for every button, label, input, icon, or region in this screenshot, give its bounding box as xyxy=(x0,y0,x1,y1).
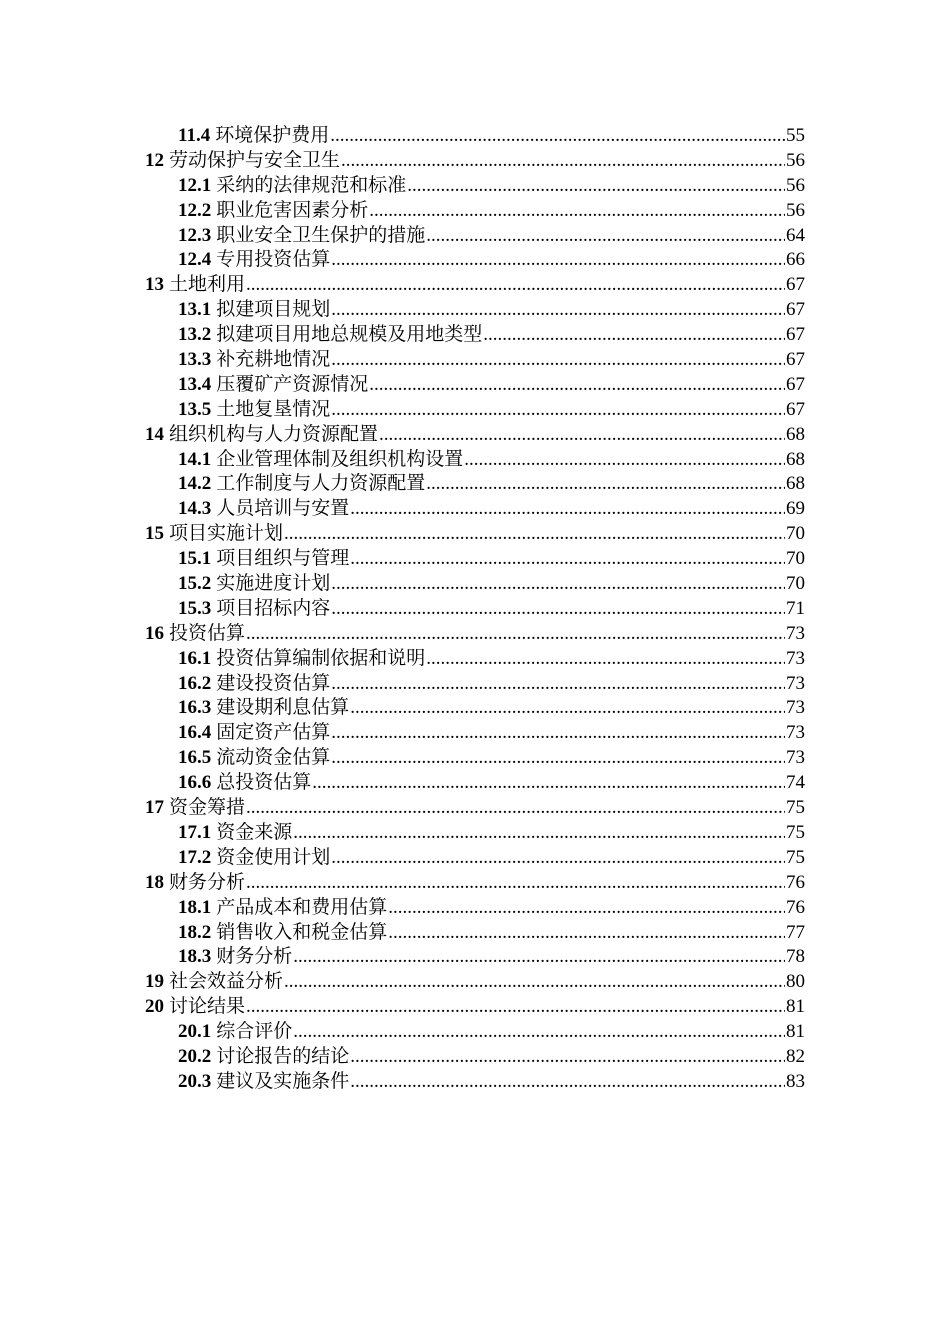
toc-entry-number: 18.2 xyxy=(178,921,212,943)
toc-entry-number: 12.3 xyxy=(178,224,212,246)
toc-entry-title: 劳动保护与安全卫生 xyxy=(169,149,341,171)
toc-dot-leader xyxy=(331,846,785,871)
toc-page-number: 73 xyxy=(786,722,805,744)
toc-section-entry[interactable] xyxy=(145,821,805,846)
toc-dot-leader xyxy=(331,597,785,622)
toc-section-entry[interactable] xyxy=(145,647,805,672)
toc-chapter-entry[interactable] xyxy=(145,149,805,174)
toc-section-entry[interactable] xyxy=(145,124,805,149)
toc-entry-number: 16.5 xyxy=(178,747,212,769)
toc-page-number: 67 xyxy=(786,373,805,395)
toc-entry-title: 土地复垦情况 xyxy=(216,398,331,420)
toc-dot-leader xyxy=(293,945,785,970)
toc-entry-title: 总投资估算 xyxy=(216,772,312,794)
toc-entry-number: 13.3 xyxy=(178,349,212,371)
toc-section-entry[interactable] xyxy=(145,348,805,373)
toc-dot-leader xyxy=(246,995,785,1020)
toc-page-number: 76 xyxy=(786,871,805,893)
toc-section-entry[interactable] xyxy=(145,547,805,572)
toc-entry-title: 建议及实施条件 xyxy=(216,1070,350,1092)
toc-dot-leader xyxy=(331,398,785,423)
toc-dot-leader xyxy=(350,696,785,721)
toc-page-number: 56 xyxy=(786,174,805,196)
toc-dot-leader xyxy=(426,472,785,497)
toc-entry-title: 资金筹措 xyxy=(169,797,246,819)
toc-page-number: 76 xyxy=(786,896,805,918)
toc-page-number: 77 xyxy=(786,921,805,943)
toc-entry-title: 固定资产估算 xyxy=(216,722,331,744)
toc-page-number: 66 xyxy=(786,249,805,271)
toc-dot-leader xyxy=(341,149,785,174)
toc-chapter-entry[interactable] xyxy=(145,622,805,647)
toc-entry-title: 财务分析 xyxy=(169,871,246,893)
toc-page-number: 75 xyxy=(786,821,805,843)
toc-section-entry[interactable] xyxy=(145,224,805,249)
toc-page-number: 68 xyxy=(786,423,805,445)
toc-entry-number: 14.1 xyxy=(178,448,212,470)
toc-entry-number: 16.6 xyxy=(178,772,212,794)
toc-entry-title: 专用投资估算 xyxy=(216,249,331,271)
toc-entry-number: 16.3 xyxy=(178,697,212,719)
toc-dot-leader xyxy=(369,199,785,224)
toc-page-number: 75 xyxy=(786,797,805,819)
toc-section-entry[interactable] xyxy=(145,921,805,946)
toc-page-number: 56 xyxy=(786,149,805,171)
toc-entry-title: 采纳的法律规范和标准 xyxy=(216,174,407,196)
toc-section-entry[interactable] xyxy=(145,448,805,473)
toc-dot-leader xyxy=(464,448,785,473)
toc-entry-title: 销售收入和税金估算 xyxy=(216,921,388,943)
toc-entry-title: 人员培训与安置 xyxy=(216,498,350,520)
toc-entry-title: 项目组织与管理 xyxy=(216,548,350,570)
toc-dot-leader xyxy=(331,746,785,771)
toc-entry-number: 14.3 xyxy=(178,498,212,520)
toc-entry-title: 财务分析 xyxy=(216,946,293,968)
toc-section-entry[interactable] xyxy=(145,572,805,597)
toc-dot-leader xyxy=(331,298,785,323)
toc-dot-leader xyxy=(331,248,785,273)
toc-entry-number: 12.2 xyxy=(178,199,212,221)
toc-page-number: 68 xyxy=(786,448,805,470)
toc-entry-title: 资金来源 xyxy=(216,821,293,843)
toc-entry-title: 投资估算编制依据和说明 xyxy=(216,647,426,669)
toc-page-number: 74 xyxy=(786,772,805,794)
toc-entry-number: 15 xyxy=(145,523,164,545)
toc-chapter-entry[interactable] xyxy=(145,970,805,995)
toc-section-entry[interactable] xyxy=(145,248,805,273)
toc-page-number: 69 xyxy=(786,498,805,520)
toc-entry-title: 拟建项目规划 xyxy=(216,299,331,321)
toc-entry-number: 19 xyxy=(145,971,164,993)
toc-entry-title: 投资估算 xyxy=(169,622,246,644)
toc-entry-number: 18.3 xyxy=(178,946,212,968)
toc-entry-title: 讨论结果 xyxy=(169,996,246,1018)
toc-dot-leader xyxy=(426,647,785,672)
toc-section-entry[interactable] xyxy=(145,721,805,746)
toc-section-entry[interactable] xyxy=(145,174,805,199)
toc-entry-title: 组织机构与人力资源配置 xyxy=(169,423,379,445)
toc-section-entry[interactable] xyxy=(145,696,805,721)
toc-dot-leader xyxy=(426,224,785,249)
toc-page-number: 70 xyxy=(786,548,805,570)
toc-entry-number: 13.1 xyxy=(178,299,212,321)
toc-entry-number: 16.4 xyxy=(178,722,212,744)
toc-entry-title: 建设期利息估算 xyxy=(216,697,350,719)
toc-chapter-entry[interactable] xyxy=(145,796,805,821)
toc-dot-leader xyxy=(246,273,785,298)
toc-page-number: 75 xyxy=(786,846,805,868)
toc-page-number: 67 xyxy=(786,299,805,321)
toc-entry-number: 20.3 xyxy=(178,1070,212,1092)
toc-section-entry[interactable] xyxy=(145,597,805,622)
toc-page-number: 81 xyxy=(786,1021,805,1043)
toc-dot-leader xyxy=(379,423,785,448)
toc-dot-leader xyxy=(350,497,785,522)
toc-entry-title: 产品成本和费用估算 xyxy=(216,896,388,918)
toc-section-entry[interactable] xyxy=(145,945,805,970)
toc-entry-number: 15.3 xyxy=(178,597,212,619)
toc-dot-leader xyxy=(388,921,785,946)
toc-entry-title: 综合评价 xyxy=(216,1021,293,1043)
toc-section-entry[interactable] xyxy=(145,199,805,224)
toc-chapter-entry[interactable] xyxy=(145,995,805,1020)
toc-section-entry[interactable] xyxy=(145,672,805,697)
toc-page-number: 70 xyxy=(786,523,805,545)
toc-page-number: 73 xyxy=(786,747,805,769)
toc-entry-title: 讨论报告的结论 xyxy=(216,1045,350,1067)
toc-section-entry[interactable] xyxy=(145,323,805,348)
toc-section-entry[interactable] xyxy=(145,472,805,497)
toc-page-number: 67 xyxy=(786,398,805,420)
toc-page-number: 73 xyxy=(786,622,805,644)
toc-dot-leader xyxy=(350,1045,785,1070)
toc-chapter-entry[interactable] xyxy=(145,423,805,448)
toc-entry-number: 13.5 xyxy=(178,398,212,420)
toc-section-entry[interactable] xyxy=(145,896,805,921)
toc-entry-number: 16 xyxy=(145,622,164,644)
toc-entry-title: 社会效益分析 xyxy=(169,971,284,993)
toc-entry-title: 实施进度计划 xyxy=(216,573,331,595)
toc-dot-leader xyxy=(284,970,785,995)
toc-section-entry[interactable] xyxy=(145,746,805,771)
toc-entry-number: 13.4 xyxy=(178,373,212,395)
toc-chapter-entry[interactable] xyxy=(145,273,805,298)
toc-entry-number: 16.1 xyxy=(178,647,212,669)
toc-entry-number: 17.2 xyxy=(178,846,212,868)
toc-entry-title: 项目实施计划 xyxy=(169,523,284,545)
toc-dot-leader xyxy=(331,672,785,697)
toc-dot-leader xyxy=(293,1020,785,1045)
toc-page-number: 71 xyxy=(786,597,805,619)
toc-entry-number: 12.4 xyxy=(178,249,212,271)
toc-entry-number: 20.2 xyxy=(178,1045,212,1067)
toc-dot-leader xyxy=(331,721,785,746)
toc-entry-number: 11.4 xyxy=(178,125,211,146)
toc-entry-title: 职业安全卫生保护的措施 xyxy=(216,224,426,246)
toc-dot-leader xyxy=(246,622,785,647)
toc-dot-leader xyxy=(483,323,785,348)
toc-entry-title: 流动资金估算 xyxy=(216,747,331,769)
toc-dot-leader xyxy=(369,373,785,398)
toc-entry-number: 20 xyxy=(145,996,164,1018)
toc-page-number: 73 xyxy=(786,672,805,694)
toc-page-number: 64 xyxy=(786,224,805,246)
toc-section-entry[interactable] xyxy=(145,298,805,323)
toc-dot-leader xyxy=(331,348,785,373)
toc-section-entry[interactable] xyxy=(145,846,805,871)
toc-page-number: 78 xyxy=(786,946,805,968)
toc-page-number: 73 xyxy=(786,647,805,669)
toc-section-entry[interactable] xyxy=(145,1070,805,1095)
toc-page-number: 73 xyxy=(786,697,805,719)
toc-entry-number: 14 xyxy=(145,423,164,445)
toc-entry-title: 企业管理体制及组织机构设置 xyxy=(216,448,464,470)
toc-entry-number: 12 xyxy=(145,149,164,171)
toc-entry-number: 13 xyxy=(145,274,164,296)
toc-entry-title: 项目招标内容 xyxy=(216,597,331,619)
toc-entry-title: 土地利用 xyxy=(169,274,246,296)
toc-entry-title: 职业危害因素分析 xyxy=(216,199,369,221)
toc-entry-title: 环境保护费用 xyxy=(215,125,330,146)
toc-dot-leader xyxy=(350,547,785,572)
toc-entry-number: 15.2 xyxy=(178,573,212,595)
toc-page-number: 67 xyxy=(786,324,805,346)
toc-page-number: 81 xyxy=(786,996,805,1018)
toc-entry-title: 资金使用计划 xyxy=(216,846,331,868)
toc-dot-leader xyxy=(350,1070,785,1095)
toc-page-number: 70 xyxy=(786,573,805,595)
toc-dot-leader xyxy=(293,821,785,846)
toc-entry-title: 压覆矿产资源情况 xyxy=(216,373,369,395)
toc-chapter-entry[interactable] xyxy=(145,871,805,896)
toc-entry-number: 15.1 xyxy=(178,548,212,570)
toc-entry-title: 补充耕地情况 xyxy=(216,349,331,371)
toc-page-number: 67 xyxy=(786,349,805,371)
toc-dot-leader xyxy=(312,771,785,796)
toc-entry-number: 13.2 xyxy=(178,324,212,346)
toc-page-number: 83 xyxy=(786,1070,805,1092)
toc-page-number: 55 xyxy=(786,125,805,146)
toc-page-number: 67 xyxy=(786,274,805,296)
toc-entry-number: 17.1 xyxy=(178,821,212,843)
toc-entry-number: 18 xyxy=(145,871,164,893)
toc-page-number: 68 xyxy=(786,473,805,495)
toc-dot-leader xyxy=(331,572,785,597)
toc-entry-number: 18.1 xyxy=(178,896,212,918)
toc-page-number: 80 xyxy=(786,971,805,993)
toc-section-entry[interactable] xyxy=(145,398,805,423)
toc-dot-leader xyxy=(284,522,785,547)
toc-dot-leader xyxy=(246,796,785,821)
toc-entry-number: 14.2 xyxy=(178,473,212,495)
toc-page-number: 82 xyxy=(786,1045,805,1067)
toc-section-entry[interactable] xyxy=(145,497,805,522)
toc-entry-number: 12.1 xyxy=(178,174,212,196)
toc-entry-number: 17 xyxy=(145,797,164,819)
toc-dot-leader xyxy=(407,174,785,199)
toc-entry-title: 建设投资估算 xyxy=(216,672,331,694)
toc-section-entry[interactable] xyxy=(145,1045,805,1070)
toc-entry-number: 20.1 xyxy=(178,1021,212,1043)
toc-dot-leader xyxy=(330,124,785,149)
toc-page-number: 56 xyxy=(786,199,805,221)
toc-section-entry[interactable] xyxy=(145,1020,805,1045)
toc-entry-title: 工作制度与人力资源配置 xyxy=(216,473,426,495)
toc-section-entry[interactable] xyxy=(145,373,805,398)
toc-section-entry[interactable] xyxy=(145,771,805,796)
toc-dot-leader xyxy=(246,871,785,896)
toc-chapter-entry[interactable] xyxy=(145,522,805,547)
toc-dot-leader xyxy=(388,896,785,921)
table-of-contents xyxy=(145,124,805,1095)
toc-entry-title: 拟建项目用地总规模及用地类型 xyxy=(216,324,483,346)
toc-entry-number: 16.2 xyxy=(178,672,212,694)
